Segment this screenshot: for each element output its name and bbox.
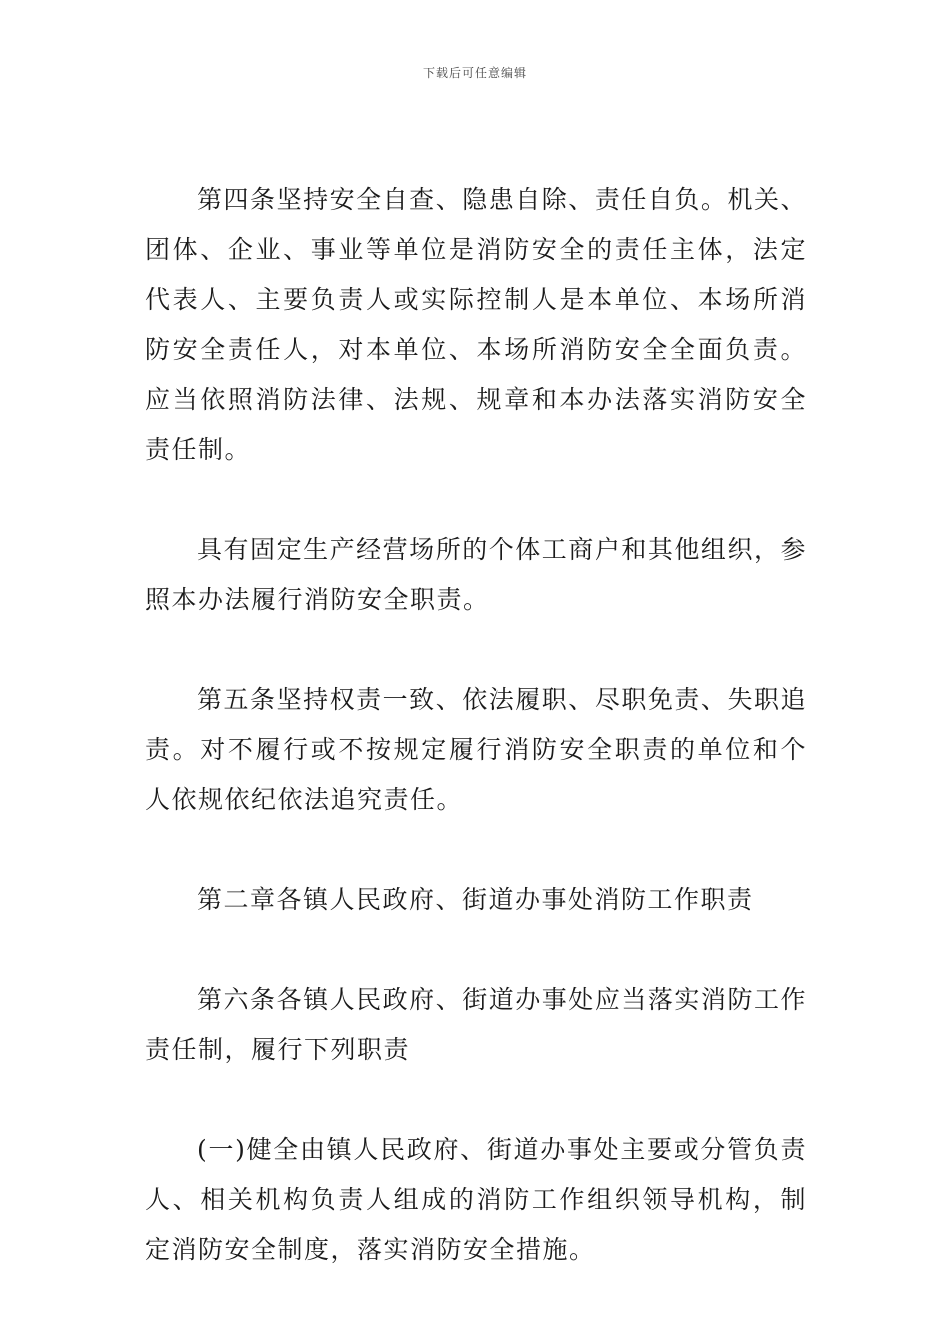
paragraph-gap — [145, 825, 807, 875]
document-body — [145, 175, 807, 1275]
paragraph-individual-businesses: 具有固定生产经营场所的个体工商户和其他组织，参照本办法履行消防安全职责。 — [145, 535, 807, 614]
page-header: 下载后可任意编辑 — [422, 66, 527, 80]
paragraph-article-4: 第四条坚持安全自查、隐患自除、责任自负。机关、团体、企业、事业等单位是消防安全的责任主体，法定代表人、主要负责人或实际控制人是本单位、本场所消防安全责任人，对本单位、本场所消防安全全面负责。应当依照消防法律、法规、规章和本办法落实消防安全责任制。 — [145, 185, 807, 464]
paragraph-gap — [145, 625, 807, 675]
chapter-heading: 第二章各镇人民政府、街道办事处消防工作职责 — [197, 885, 754, 914]
paragraph-article-6: 第六条各镇人民政府、街道办事处应当落实消防工作责任制，履行下列职责 — [145, 985, 807, 1064]
paragraph-item-1: (一)健全由镇人民政府、街道办事处主要或分管负责人、相关机构负责人组成的消防工作组织领导机构，制定消防安全制度，落实消防安全措施。 — [145, 1135, 807, 1264]
paragraph-article-5: 第五条坚持权责一致、依法履职、尽职免责、失职追责。对不履行或不按规定履行消防安全职责的单位和个人依规依纪依法追究责任。 — [145, 685, 807, 814]
paragraph-gap — [145, 475, 807, 525]
paragraph-gap — [145, 925, 807, 975]
paragraph-gap — [145, 1075, 807, 1125]
